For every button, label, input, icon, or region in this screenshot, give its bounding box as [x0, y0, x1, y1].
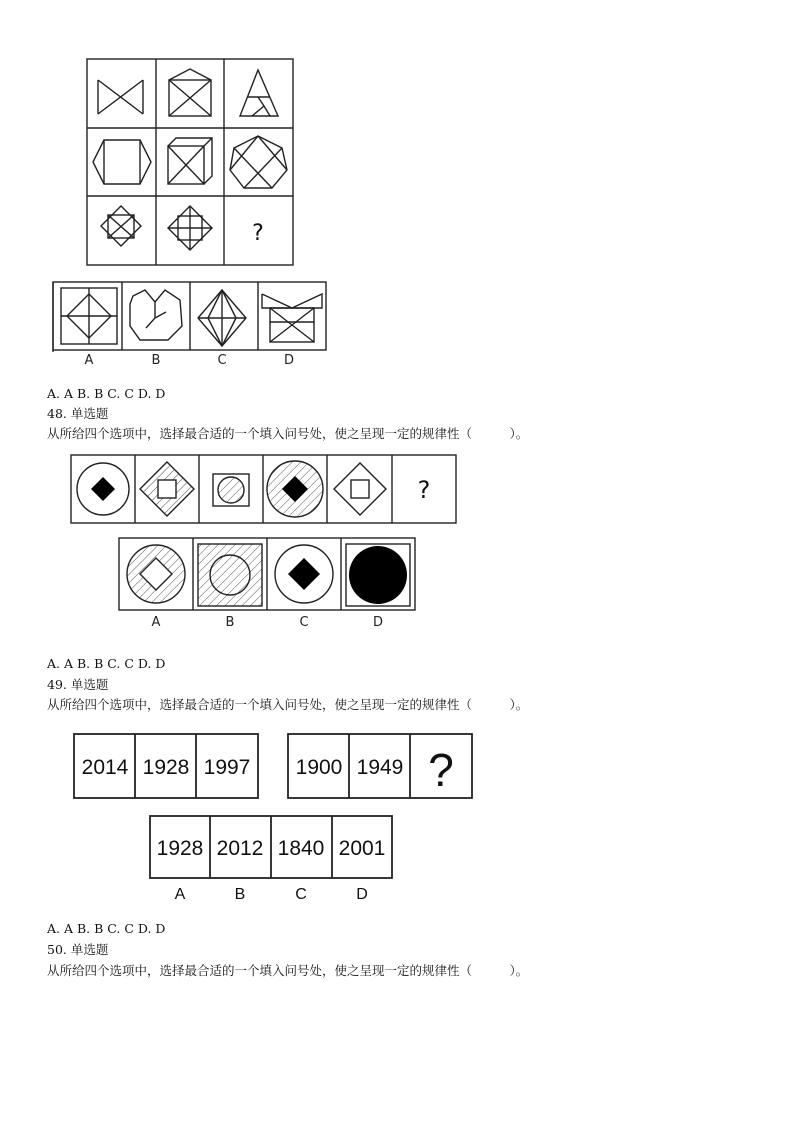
- q49-answer-line: A. A B. B C. C D. D: [47, 921, 166, 936]
- q49-choice-c: 1840: [277, 837, 325, 860]
- q47-cell-envelope: [169, 69, 211, 116]
- q49-choice-d: 2001: [338, 837, 386, 860]
- q48-option-label-d: D: [372, 615, 384, 630]
- q48-option-label-b: B: [225, 615, 235, 630]
- q47-cell-triangle: [240, 70, 278, 116]
- q48-cell-hatched-circle-black-diamond: [267, 461, 323, 517]
- q47-grid-figure: [0, 0, 800, 380]
- q49-figure: [0, 720, 800, 910]
- q48-cell-diamond-square: [334, 463, 386, 515]
- q49-choice-a: 1928: [156, 837, 204, 860]
- q48-option-label-c: C: [299, 615, 309, 630]
- q49-prompt: 从所给四个选项中，选择最合适的一个填入问号处，使之呈现一定的规律性（ ）。: [47, 697, 529, 712]
- q47-option-label-d: D: [283, 353, 295, 368]
- q47-option-b-figure: [130, 290, 182, 340]
- q49-option-label-d: D: [356, 886, 368, 903]
- q47-option-label-b: B: [151, 353, 161, 368]
- q47-option-a-figure: [61, 288, 117, 344]
- q48-prompt: 从所给四个选项中，选择最合适的一个填入问号处，使之呈现一定的规律性（ ）。: [47, 426, 529, 441]
- q48-option-d-figure: [346, 544, 410, 606]
- q47-cell-bowtie: [98, 80, 143, 114]
- q49-option-label-c: C: [295, 886, 307, 903]
- q47-cell-diamond-cross: [168, 206, 212, 250]
- q50-prompt: 从所给四个选项中，选择最合适的一个填入问号处，使之呈现一定的规律性（ ）。: [47, 963, 529, 978]
- q47-cell-polygon-star: [230, 136, 287, 188]
- q48-option-a-figure: [127, 545, 185, 603]
- q48-cell-circle-black-diamond: [77, 463, 129, 515]
- q48-figure: [0, 440, 800, 650]
- q49-header: 49. 单选题: [47, 677, 109, 692]
- q49-choice-b: 2012: [216, 837, 264, 860]
- q49-option-label-a: A: [174, 886, 186, 903]
- q49-row2-year-1: 1900: [295, 756, 343, 779]
- q48-cell-hatched-diamond-square: [140, 462, 194, 516]
- q49-question-mark: ?: [428, 744, 454, 796]
- q48-option-label-a: A: [151, 615, 161, 630]
- q47-option-label-a: A: [84, 353, 94, 368]
- q48-question-mark: ?: [417, 476, 431, 504]
- q47-cell-hexagon-box: [93, 140, 151, 184]
- q47-option-c-figure: [198, 290, 246, 346]
- q47-answer-line: A. A B. B C. C D. D: [47, 386, 166, 401]
- q47-option-d-figure: [262, 294, 322, 342]
- q48-option-c-figure: [275, 545, 333, 603]
- q47-question-mark: ?: [252, 221, 264, 246]
- q50-header: 50. 单选题: [47, 942, 109, 957]
- q48-option-b-figure: [198, 544, 262, 606]
- q47-cell-cube: [168, 138, 212, 184]
- q49-option-label-b: B: [234, 886, 246, 903]
- q47-cell-diamond-x: [101, 206, 141, 246]
- q49-row1-year-2: 1928: [142, 756, 190, 779]
- q49-row2-year-2: 1949: [356, 756, 404, 779]
- q48-cell-square-hatched-circle: [213, 474, 249, 506]
- q48-answer-line: A. A B. B C. C D. D: [47, 656, 166, 671]
- q49-row1-year-1: 2014: [81, 756, 129, 779]
- q47-option-label-c: C: [217, 353, 227, 368]
- q49-row1-year-3: 1997: [203, 756, 251, 779]
- q48-header: 48. 单选题: [47, 406, 109, 421]
